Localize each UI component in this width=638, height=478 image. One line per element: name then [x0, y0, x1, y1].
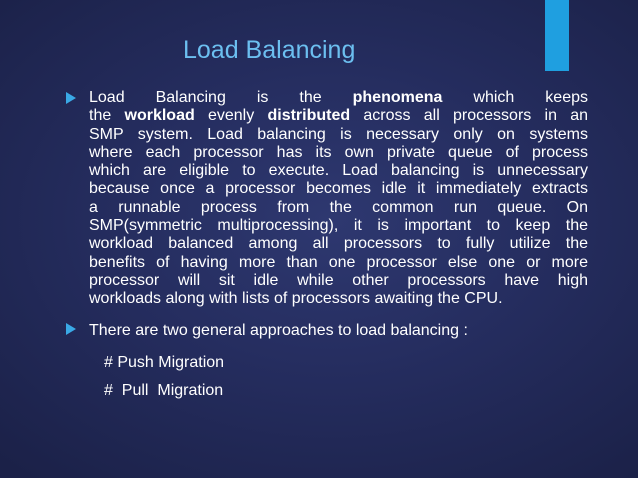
paragraph-line: processor will sit idle while other processors have high — [89, 271, 588, 289]
paragraph-line: where each processor has its own private queue of process — [89, 143, 588, 161]
paragraph-line: a runnable process from the common run queue. On — [89, 198, 588, 216]
paragraph-line: because once a processor becomes idle it immediately extracts — [89, 180, 588, 198]
bullet-paragraph-approaches: There are two general approaches to load balancing : — [89, 322, 468, 339]
accent-bar — [545, 0, 569, 71]
paragraph-line: benefits of having more than one processor else one or more — [89, 253, 588, 271]
sub-item-pull-migration: # Pull Migration — [104, 382, 224, 399]
paragraph-line: which are eligible to execute. Load balancing is unnecessary — [89, 162, 588, 180]
paragraph-line: Load Balancing is the phenomena which keeps — [89, 89, 588, 106]
paragraph-line: the workload evenly distributed across all processors in an — [89, 107, 589, 125]
paragraph-line: workload balanced among all processors to fully utilize the — [89, 235, 588, 253]
emphasis-term: workload — [124, 107, 195, 125]
paragraph-line: SMP(symmetric multiprocessing), it is important to keep the — [89, 217, 588, 235]
bullet-paragraph-load-balancing — [89, 89, 588, 309]
arrow-right-icon — [66, 92, 76, 104]
sub-item-push-migration: # Push Migration — [104, 354, 225, 371]
paragraph-line: SMP system. Load balancing is necessary only on systems — [89, 125, 588, 143]
arrow-right-icon — [66, 323, 76, 335]
paragraph-line: workloads along with lists of processors awaiting the CPU. — [89, 290, 503, 308]
slide-title: Load Balancing — [183, 36, 356, 64]
emphasis-term: phenomena — [352, 89, 443, 106]
emphasis-term: distributed — [267, 107, 351, 125]
